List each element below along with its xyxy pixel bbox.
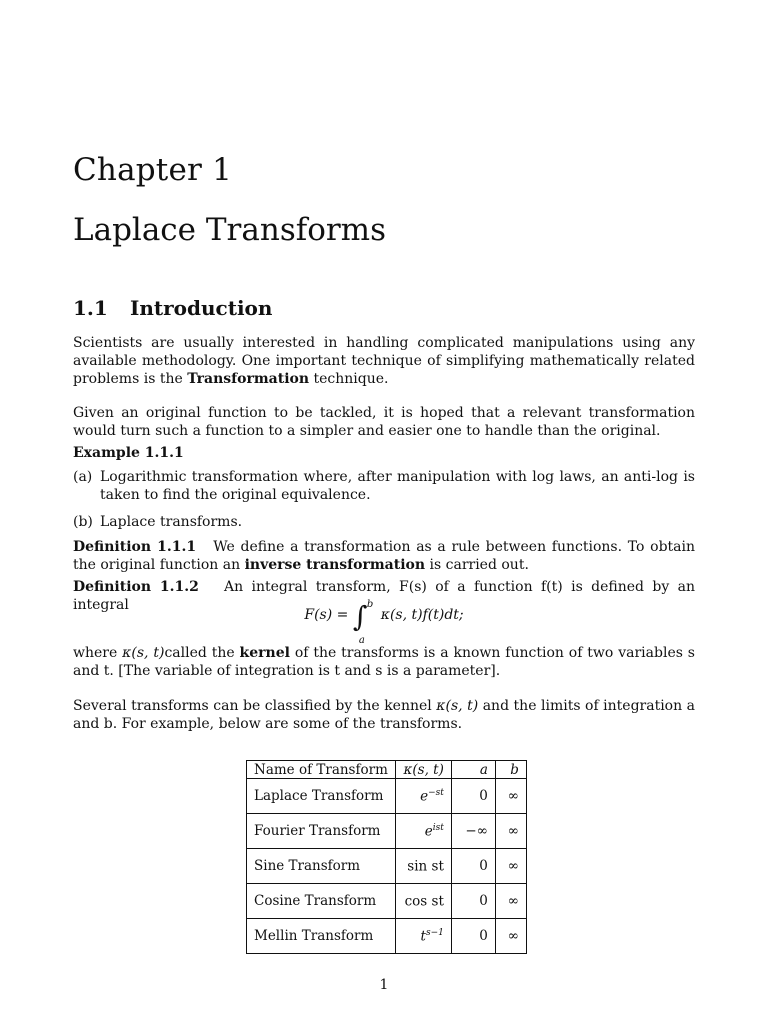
table-row [247, 849, 527, 884]
transform-b: ∞ [495, 849, 526, 884]
header-b: b [495, 761, 526, 779]
kernel-exponent: −st [428, 787, 444, 798]
classify-kernel-symbol: κ(s, t) [436, 698, 479, 714]
kernel-text-end: of the transforms is a known function of two variables s and t. [The variable of integration is t and s is a parameter]. [73, 645, 695, 679]
header-kernel: κ(s, t) [395, 761, 451, 779]
transform-kernel [395, 919, 451, 954]
integral-sign [352, 599, 374, 646]
intro-text: Scientists are usually interested in handling complicated manipulations using any available methodology. One important technique of simplifying mathematically related problems is the [73, 335, 695, 387]
equation-rhs: κ(s, t)f(t)dt; [380, 607, 464, 623]
kernel-exponent: s−1 [425, 927, 444, 938]
definition-1 [73, 538, 695, 574]
example-heading [73, 444, 695, 462]
definition-1-text: We define a transformation as a rule between functions. To obtain the original function an [73, 539, 695, 573]
transform-name: Laplace Transform [247, 779, 396, 814]
kernel-base: e [420, 788, 429, 805]
transform-name: Sine Transform [247, 849, 396, 884]
integral-upper-limit: b [366, 599, 374, 610]
transform-b: ∞ [495, 814, 526, 849]
intro-paragraph [73, 334, 695, 388]
classify-text: Several transforms can be classified by the kennel [73, 698, 437, 714]
transform-a: 0 [451, 849, 495, 884]
kernel-symbol: κ(s, t) [122, 645, 165, 661]
intro-text-end: technique. [309, 371, 389, 387]
transform-kernel [395, 849, 451, 884]
transform-b: ∞ [495, 779, 526, 814]
paragraph-2: Given an original function to be tackled, it is hoped that a relevant transformation would turn such a function to a simpler and easier one to handle than the original. [73, 405, 695, 439]
transform-name: Cosine Transform [247, 884, 396, 919]
transform-kernel [395, 814, 451, 849]
section-heading [73, 294, 272, 322]
transform-name: Fourier Transform [247, 814, 396, 849]
header-name: Name of Transform [247, 761, 396, 779]
example-item-b [73, 513, 695, 531]
header-a: a [451, 761, 495, 779]
table-row [247, 779, 527, 814]
chapter-number: Chapter 1 [73, 152, 233, 188]
integral-symbol: ∫ [352, 600, 368, 633]
integral-equation [0, 599, 768, 646]
equation-lhs: F(s) = [304, 607, 353, 623]
table-row [247, 919, 527, 954]
definition-2-heading: Definition 1.1.2 [73, 579, 199, 595]
kernel-exponent: ist [432, 822, 444, 833]
kernel-base: cos st [404, 893, 444, 910]
kernel-base: sin st [407, 858, 444, 875]
intro-bold-term: Transformation [187, 371, 310, 387]
integral-lower-limit: a [358, 635, 365, 646]
kernel-bold-term: kernel [239, 645, 290, 661]
item-text: Logarithmic transformation where, after manipulation with log laws, an anti-log is taken to find the original equivalence. [100, 469, 695, 503]
page-number: 1 [379, 977, 389, 993]
transform-a: 0 [451, 919, 495, 954]
table-row [247, 884, 527, 919]
chapter-title: Laplace Transforms [73, 212, 386, 248]
transform-b: ∞ [495, 884, 526, 919]
table-header-row [247, 761, 527, 779]
transform-a: 0 [451, 884, 495, 919]
definition-1-text-end: is carried out. [425, 557, 529, 573]
transform-name: Mellin Transform [247, 919, 396, 954]
definition-2-text: An integral transform, F(s) of a function f(t) is defined by an integral [73, 579, 696, 613]
definition-1-heading: Definition 1.1.1 [73, 539, 197, 555]
item-text: Laplace transforms. [100, 514, 243, 530]
section-title: Introduction [130, 296, 273, 320]
kernel-text-2: called the [164, 645, 240, 661]
example-heading-text: Example 1.1.1 [73, 445, 184, 461]
classify-paragraph [73, 697, 695, 733]
example-item-a [73, 468, 695, 504]
transform-b: ∞ [495, 919, 526, 954]
transform-kernel [395, 779, 451, 814]
transform-a: 0 [451, 779, 495, 814]
transform-a: −∞ [451, 814, 495, 849]
transforms-table [246, 760, 527, 954]
table-row [247, 814, 527, 849]
kernel-paragraph [73, 644, 695, 680]
item-label: (b) [73, 514, 93, 530]
section-number: 1.1 [73, 296, 108, 320]
classify-text-end: and the limits of integration a and b. For example, below are some of the transforms. [73, 698, 695, 732]
kernel-base: e [424, 823, 433, 840]
transform-kernel [395, 884, 451, 919]
kernel-base: t [420, 928, 426, 945]
kernel-text: where [73, 645, 123, 661]
definition-1-bold-term: inverse transformation [244, 557, 426, 573]
item-label: (a) [73, 469, 93, 485]
